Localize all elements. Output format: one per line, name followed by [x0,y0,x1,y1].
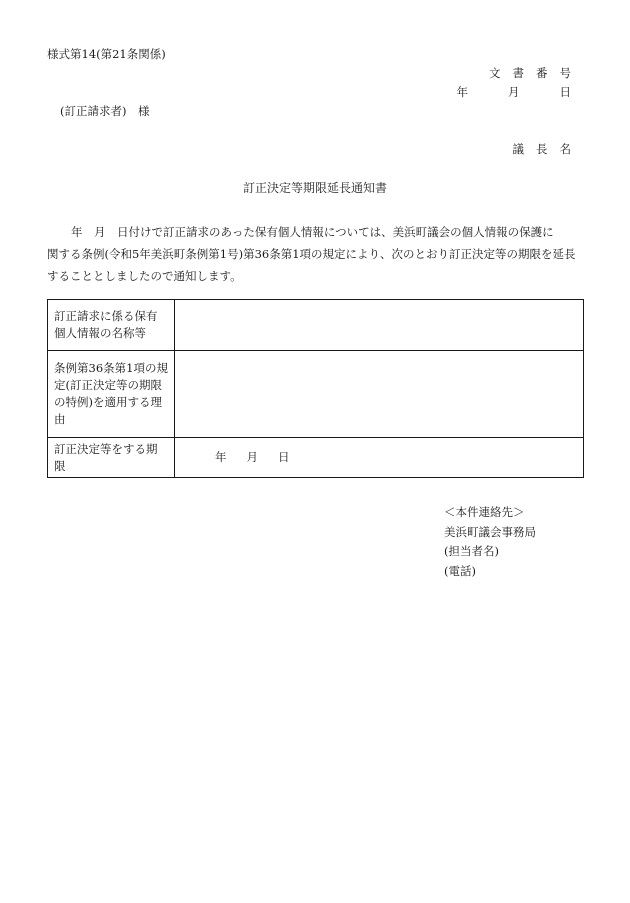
notice-body [47,221,584,287]
deadline-year-label: 年 [215,450,227,464]
row-label-record-name [48,300,175,351]
contact-phone: (電話) [444,563,476,578]
label-line: 由 [54,412,66,426]
date-day-label: 日 [559,85,571,99]
form-number: 様式第14(第21条関係) [47,47,166,61]
label-line: 個人情報の名称等 [54,326,146,340]
row-label-reason [48,351,175,438]
table-row [48,438,584,478]
date-year-label: 年 [456,85,468,99]
label-line: 限 [54,458,66,473]
body-line-1: 年 月 日付けで訂正請求のあった保有個人情報については、美浜町議会の個人情報の保護に [71,225,554,239]
row-value-reason [175,351,584,438]
contact-block [444,503,536,581]
info-table [47,299,584,478]
row-value-deadline [175,438,584,478]
table-row [48,300,584,351]
deadline-day-label: 日 [278,450,290,464]
label-line: 訂正請求に係る保有 [54,309,158,323]
body-line-2: 関する条例(令和5年美浜町条例第1号)第36条第1項の規定により、次のとおり訂正決定等の期限を延長 [47,247,576,261]
document-number-label: 文書番号 [489,66,583,80]
document-title: 訂正決定等期限延長通知書 [242,181,387,195]
label-line: 条例第36条第1項の規 [54,361,168,375]
body-line-3: することとしましたので通知します。 [47,269,242,283]
date-line [457,87,572,99]
contact-office: 美浜町議会事務局 [444,524,536,539]
label-line: 訂正決定等をする期 [54,441,158,456]
row-label-deadline [48,438,175,478]
deadline-month-label: 月 [246,450,258,464]
chair-name-label: 議長名 [512,142,583,156]
row-value-record-name [175,300,584,351]
label-line: の特例)を適用する理 [54,395,162,409]
label-line: 定(訂正決定等の期限 [54,378,162,392]
table-row [48,351,584,438]
contact-person: (担当者名) [444,544,499,558]
contact-heading: ＜本件連絡先＞ [444,505,525,519]
addressee: (訂正請求者) 様 [60,104,150,118]
date-month-label: 月 [508,85,520,99]
